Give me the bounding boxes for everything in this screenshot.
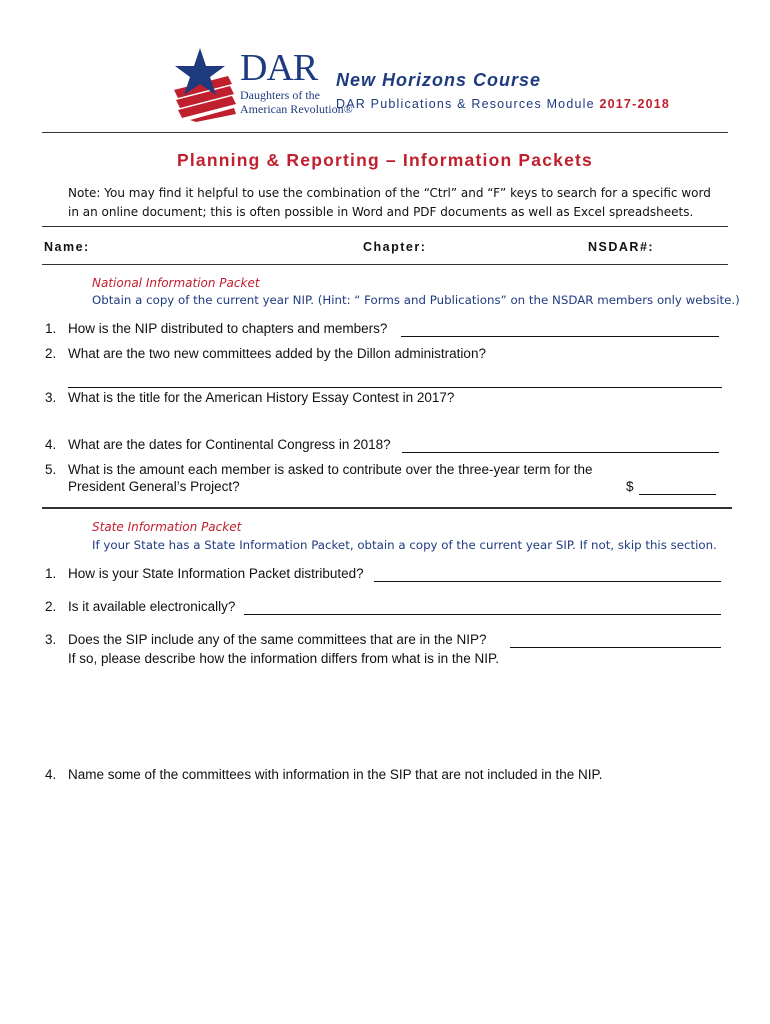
question-text: How is your State Information Packet distributed? <box>68 566 364 581</box>
fields-bottom-divider <box>42 264 728 265</box>
question-text: Name some of the committees with information in the SIP that are not included in the NIP. <box>68 767 603 782</box>
chapter-label: Chapter: <box>363 240 427 254</box>
state-section-label: State Information Packet <box>92 520 242 534</box>
question-text-cont: President General’s Project? <box>68 479 240 494</box>
page-title: Planning & Reporting – Information Packets <box>176 150 593 170</box>
header-divider <box>42 132 728 133</box>
nsdar-label: NSDAR#: <box>588 240 655 254</box>
question-number: 5. <box>45 462 57 477</box>
dar-logo <box>170 46 353 122</box>
module-title <box>336 97 670 111</box>
answer-line-national-2[interactable] <box>68 387 722 388</box>
answer-line-state-2[interactable] <box>244 614 721 615</box>
answer-line-national-5[interactable] <box>639 494 716 495</box>
question-number: 2. <box>45 346 57 361</box>
national-section-label: National Information Packet <box>92 276 260 290</box>
question-text: What is the title for the American History Essay Contest in 2017? <box>68 390 455 405</box>
module-name: DAR Publications & Resources Module <box>336 97 595 111</box>
question-number: 3. <box>45 632 57 647</box>
national-section-desc: Obtain a copy of the current year NIP. (Hint: “ Forms and Publications” on the NSDAR members only website.) <box>92 293 740 307</box>
answer-line-state-3[interactable] <box>510 647 721 648</box>
flag-star-icon <box>170 46 240 122</box>
fields-top-divider <box>42 226 728 227</box>
dollar-sign: $ <box>626 479 634 494</box>
state-section-desc: If your State has a State Information Packet, obtain a copy of the current year SIP. If not, skip this section. <box>92 538 717 552</box>
search-tip-note: Note: You may find it helpful to use the combination of the “Ctrl” and “F” keys to search for a specific word in an online document; this is often possible in Word and PDF documents as well as Excel spreadsheets. <box>68 186 711 219</box>
question-text: What is the amount each member is asked to contribute over the three-year term for the <box>68 462 593 477</box>
question-number: 2. <box>45 599 57 614</box>
logo-wordmark: DAR <box>240 47 318 89</box>
question-number: 1. <box>45 566 57 581</box>
question-number: 1. <box>45 321 57 336</box>
question-number: 3. <box>45 390 57 405</box>
answer-line-national-4[interactable] <box>402 452 719 453</box>
name-label: Name: <box>44 240 90 254</box>
question-text: Does the SIP include any of the same committees that are in the NIP? <box>68 632 487 647</box>
question-number: 4. <box>45 767 57 782</box>
section-divider <box>42 507 732 509</box>
answer-line-national-1[interactable] <box>401 336 719 337</box>
question-text: What are the two new committees added by the Dillon administration? <box>68 346 486 361</box>
logo-line-1: Daughters of the <box>240 88 320 102</box>
module-year: 2017-2018 <box>599 97 671 111</box>
question-text: Is it available electronically? <box>68 599 236 614</box>
question-text-cont: If so, please describe how the information differs from what is in the NIP. <box>68 651 499 666</box>
question-text: How is the NIP distributed to chapters and members? <box>68 321 388 336</box>
question-text: What are the dates for Continental Congress in 2018? <box>68 437 391 452</box>
logo-line-2: American Revolution® <box>240 102 353 116</box>
course-title: New Horizons Course <box>336 70 542 90</box>
answer-line-state-1[interactable] <box>374 581 721 582</box>
question-number: 4. <box>45 437 57 452</box>
